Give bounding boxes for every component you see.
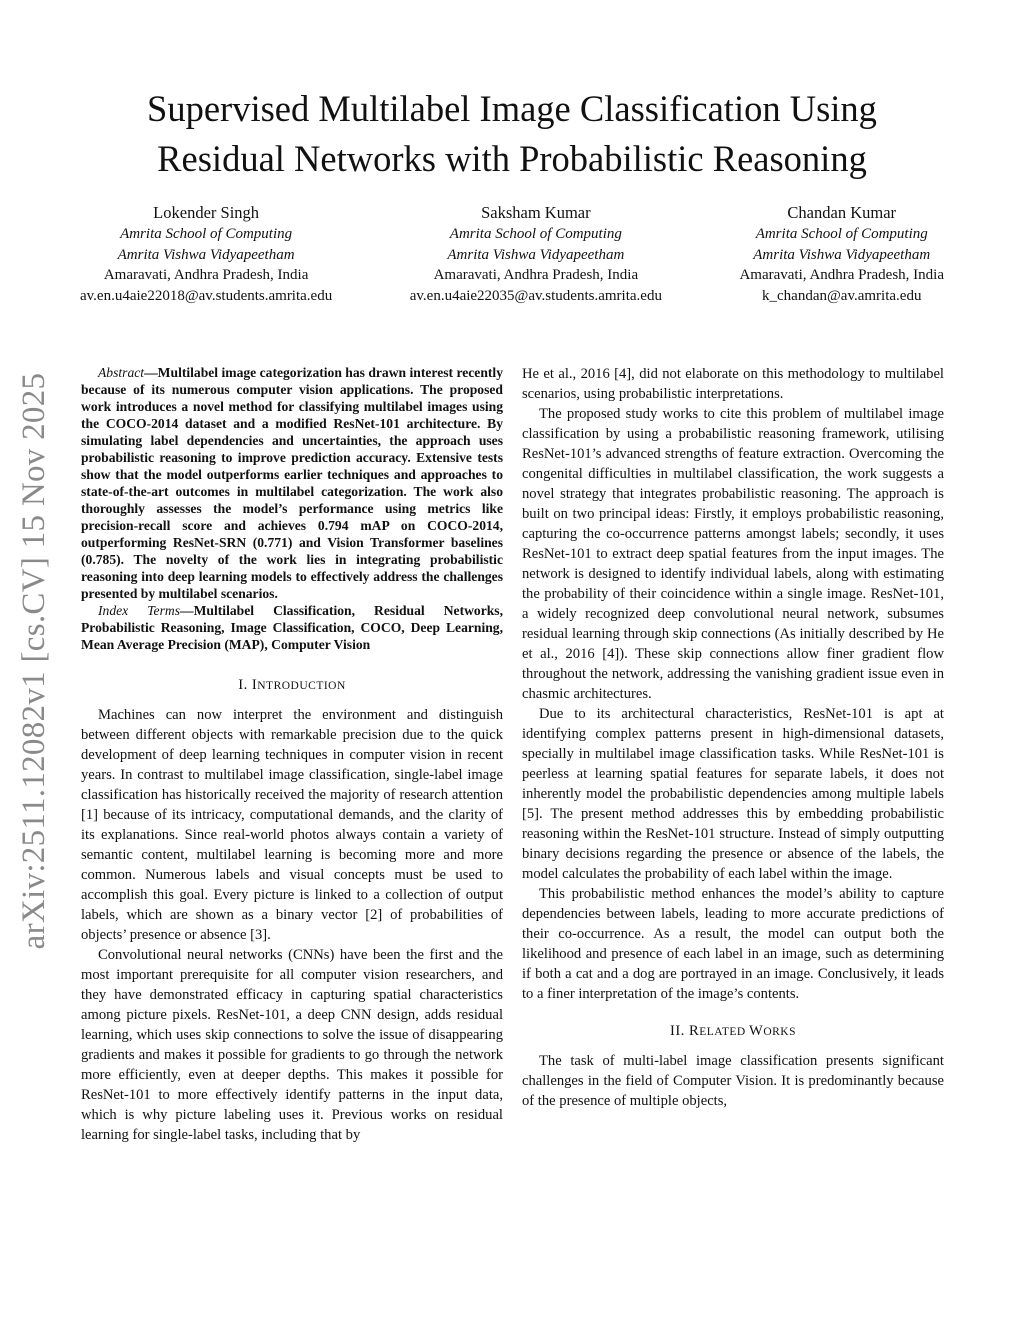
paragraph: The task of multi-label image classification presents significant challenges in the field of Computer Vision. It is predominantly because of the presence of multiple objects, — [522, 1053, 944, 1109]
index-terms — [81, 602, 503, 653]
abstract-label: Abstract — [98, 365, 145, 380]
author-name: Saksham Kumar — [481, 203, 591, 222]
heading-part: I. I — [238, 677, 258, 693]
abstract-text: —Multilabel image categorization has drawn interest recently because of its numerous computer vision applications. The proposed work introduces a novel method for classifying multilabel images using the COCO-2014 dataset and a modified ResNet-101 architecture. By simulating label dependencies and uncertainties, the approach uses probabilistic reasoning to improve prediction accuracy. Extensive tests show that the model outperforms earlier techniques and approaches to state-of-the-art outcomes in multilabel categorization. The work also thoroughly assesses the model’s performance using metrics like precision-recall score and achieves 0.794 mAP on COCO-2014, outperforming ResNet-SRN (0.771) and Vision Transformer baselines (0.785). The novelty of the work lies in integrating probabilistic reasoning into deep learning models to effectively address the challenges presented by multilabel scenarios. — [81, 365, 503, 601]
index-terms-label: Index Terms — [98, 603, 180, 618]
author — [80, 202, 332, 306]
author-location: Amaravati, Andhra Pradesh, India — [103, 267, 309, 283]
author-email: av.en.u4aie22035@av.students.amrita.edu — [409, 287, 662, 304]
heading-part: NTRODUCTION — [257, 680, 346, 692]
author-school: Amrita School of Computing — [120, 226, 293, 242]
section-heading-introduction — [81, 675, 503, 696]
author-school: Amrita School of Computing — [449, 226, 622, 242]
title-line: Supervised Multilabel Image Classification Using — [147, 88, 877, 129]
heading-part: II. R — [669, 1023, 700, 1039]
heading-part: ELATED — [699, 1026, 750, 1038]
paragraph: The proposed study works to cite this problem of multilabel image classification by using a probabilistic reasoning framework, utilising ResNet-101’s advanced strengths of feature extraction. Overcoming the congenital difficulties in multilabel classification, the work suggests a novel strategy that integrates probabilistic reasoning. The approach is built on two principal ideas: Firstly, it employs probabilistic reasoning, capturing the co-occurrence patterns amongst labels; secondly, it uses ResNet-101 to extract deep spatial features from the input images. The network is designed to identify individual labels, along with estimating the probability of their coincidence within a single image. ResNet-101, a widely recognized deep convolutional neural network, subsumes residual learning through skip connections (As initially described by He et al., 2016 [4]). These skip connections allow finer gradient flow throughout the network, addressing the vanishing gradient issue even in chasmic architectures. — [522, 406, 944, 702]
author-university: Amrita Vishwa Vidyapeetham — [447, 246, 625, 263]
paragraph: Convolutional neural networks (CNNs) have been the first and the most important prerequisite for all computer vision researchers, and they have demonstrated efficacy in capturing spatial characteristics among picture pixels. ResNet-101, a deep CNN design, adds residual learning, which uses skip connections to solve the issue of disappearing gradients and makes it possible for gradients to go through the network more efficiently, even at deeper depths. This makes it possible for ResNet-101 to more effectively identify patterns in the input data, which is why picture labeling uses it. Previous works on residual learning for single-label tasks, including that by — [81, 947, 503, 1143]
heading-part: ORKS — [763, 1026, 797, 1038]
paragraph: Due to its architectural characteristics, ResNet-101 is apt at identifying complex patterns present in high-dimensional datasets, specially in multilabel image classification tasks. While ResNet-101 is peerless at learning spatial features for separate labels, it does not inherently model the probabilistic dependencies among multiple labels [5]. The present method addresses this by embedding probabilistic reasoning within the ResNet-101 structure. Instead of simply outputting binary decisions regarding the presence or absence of the labels, the model calculates the probability of each label within the image. — [522, 706, 944, 882]
author-school: Amrita School of Computing — [755, 226, 928, 242]
right-column — [522, 364, 944, 1111]
author-name: Chandan Kumar — [787, 203, 897, 222]
author-block — [80, 202, 944, 306]
author-email: av.en.u4aie22018@av.students.amrita.edu — [80, 287, 333, 304]
paragraph: This probabilistic method enhances the model’s ability to capture dependencies between labels, leading to more accurate predictions of their co-occurrence. As a result, the model can output both the likelihood and presence of each label in an image, such as determining if both a cat and a dog are portrayed in an image. Conclusively, it leads to a finer interpretation of the image’s contents. — [522, 886, 944, 1002]
paragraph: Machines can now interpret the environment and distinguish between different objects with remarkable precision due to the quick development of deep learning techniques in computer vision in recent years. In contrast to multilabel image classification, single-label image classification has historically received the majority of research attention [1] because of its intricacy, computational demands, and the clarity of its explanations. Since real-world photos always contain a variety of semantic content, multilabel learning is becoming more and more common. Numerous labels and visual concepts must be used to accomplish this goal. Every picture is linked to a collection of output labels, which are shown as a binary vector [2] of probabilities of objects’ presence or absence [3]. — [81, 707, 503, 943]
arxiv-stamp: arXiv:2511.12082v1 [cs.CV] 15 Nov 2025 — [16, 372, 52, 950]
title-line: Residual Networks with Probabilistic Reasoning — [157, 138, 867, 179]
paper-title — [0, 84, 1024, 184]
paragraph: He et al., 2016 [4], did not elaborate on this methodology to multilabel scenarios, using probabilistic interpretations. — [522, 366, 944, 402]
abstract — [81, 364, 503, 602]
author — [739, 202, 944, 306]
author-email: k_chandan@av.amrita.edu — [762, 287, 922, 304]
index-terms-text: —Multilabel Classification, Residual Networks, Probabilistic Reasoning, Image Classification, COCO, Deep Learning, Mean Average Precision (MAP), Computer Vision — [81, 603, 503, 652]
author-name: Lokender Singh — [153, 203, 260, 222]
author-location: Amaravati, Andhra Pradesh, India — [433, 267, 639, 283]
author-location: Amaravati, Andhra Pradesh, India — [739, 267, 944, 283]
author — [410, 202, 662, 306]
section-heading-related-works — [522, 1021, 944, 1042]
author-university: Amrita Vishwa Vidyapeetham — [753, 246, 931, 263]
heading-part: W — [749, 1023, 764, 1039]
author-university: Amrita Vishwa Vidyapeetham — [117, 246, 295, 263]
left-column — [81, 364, 503, 1145]
